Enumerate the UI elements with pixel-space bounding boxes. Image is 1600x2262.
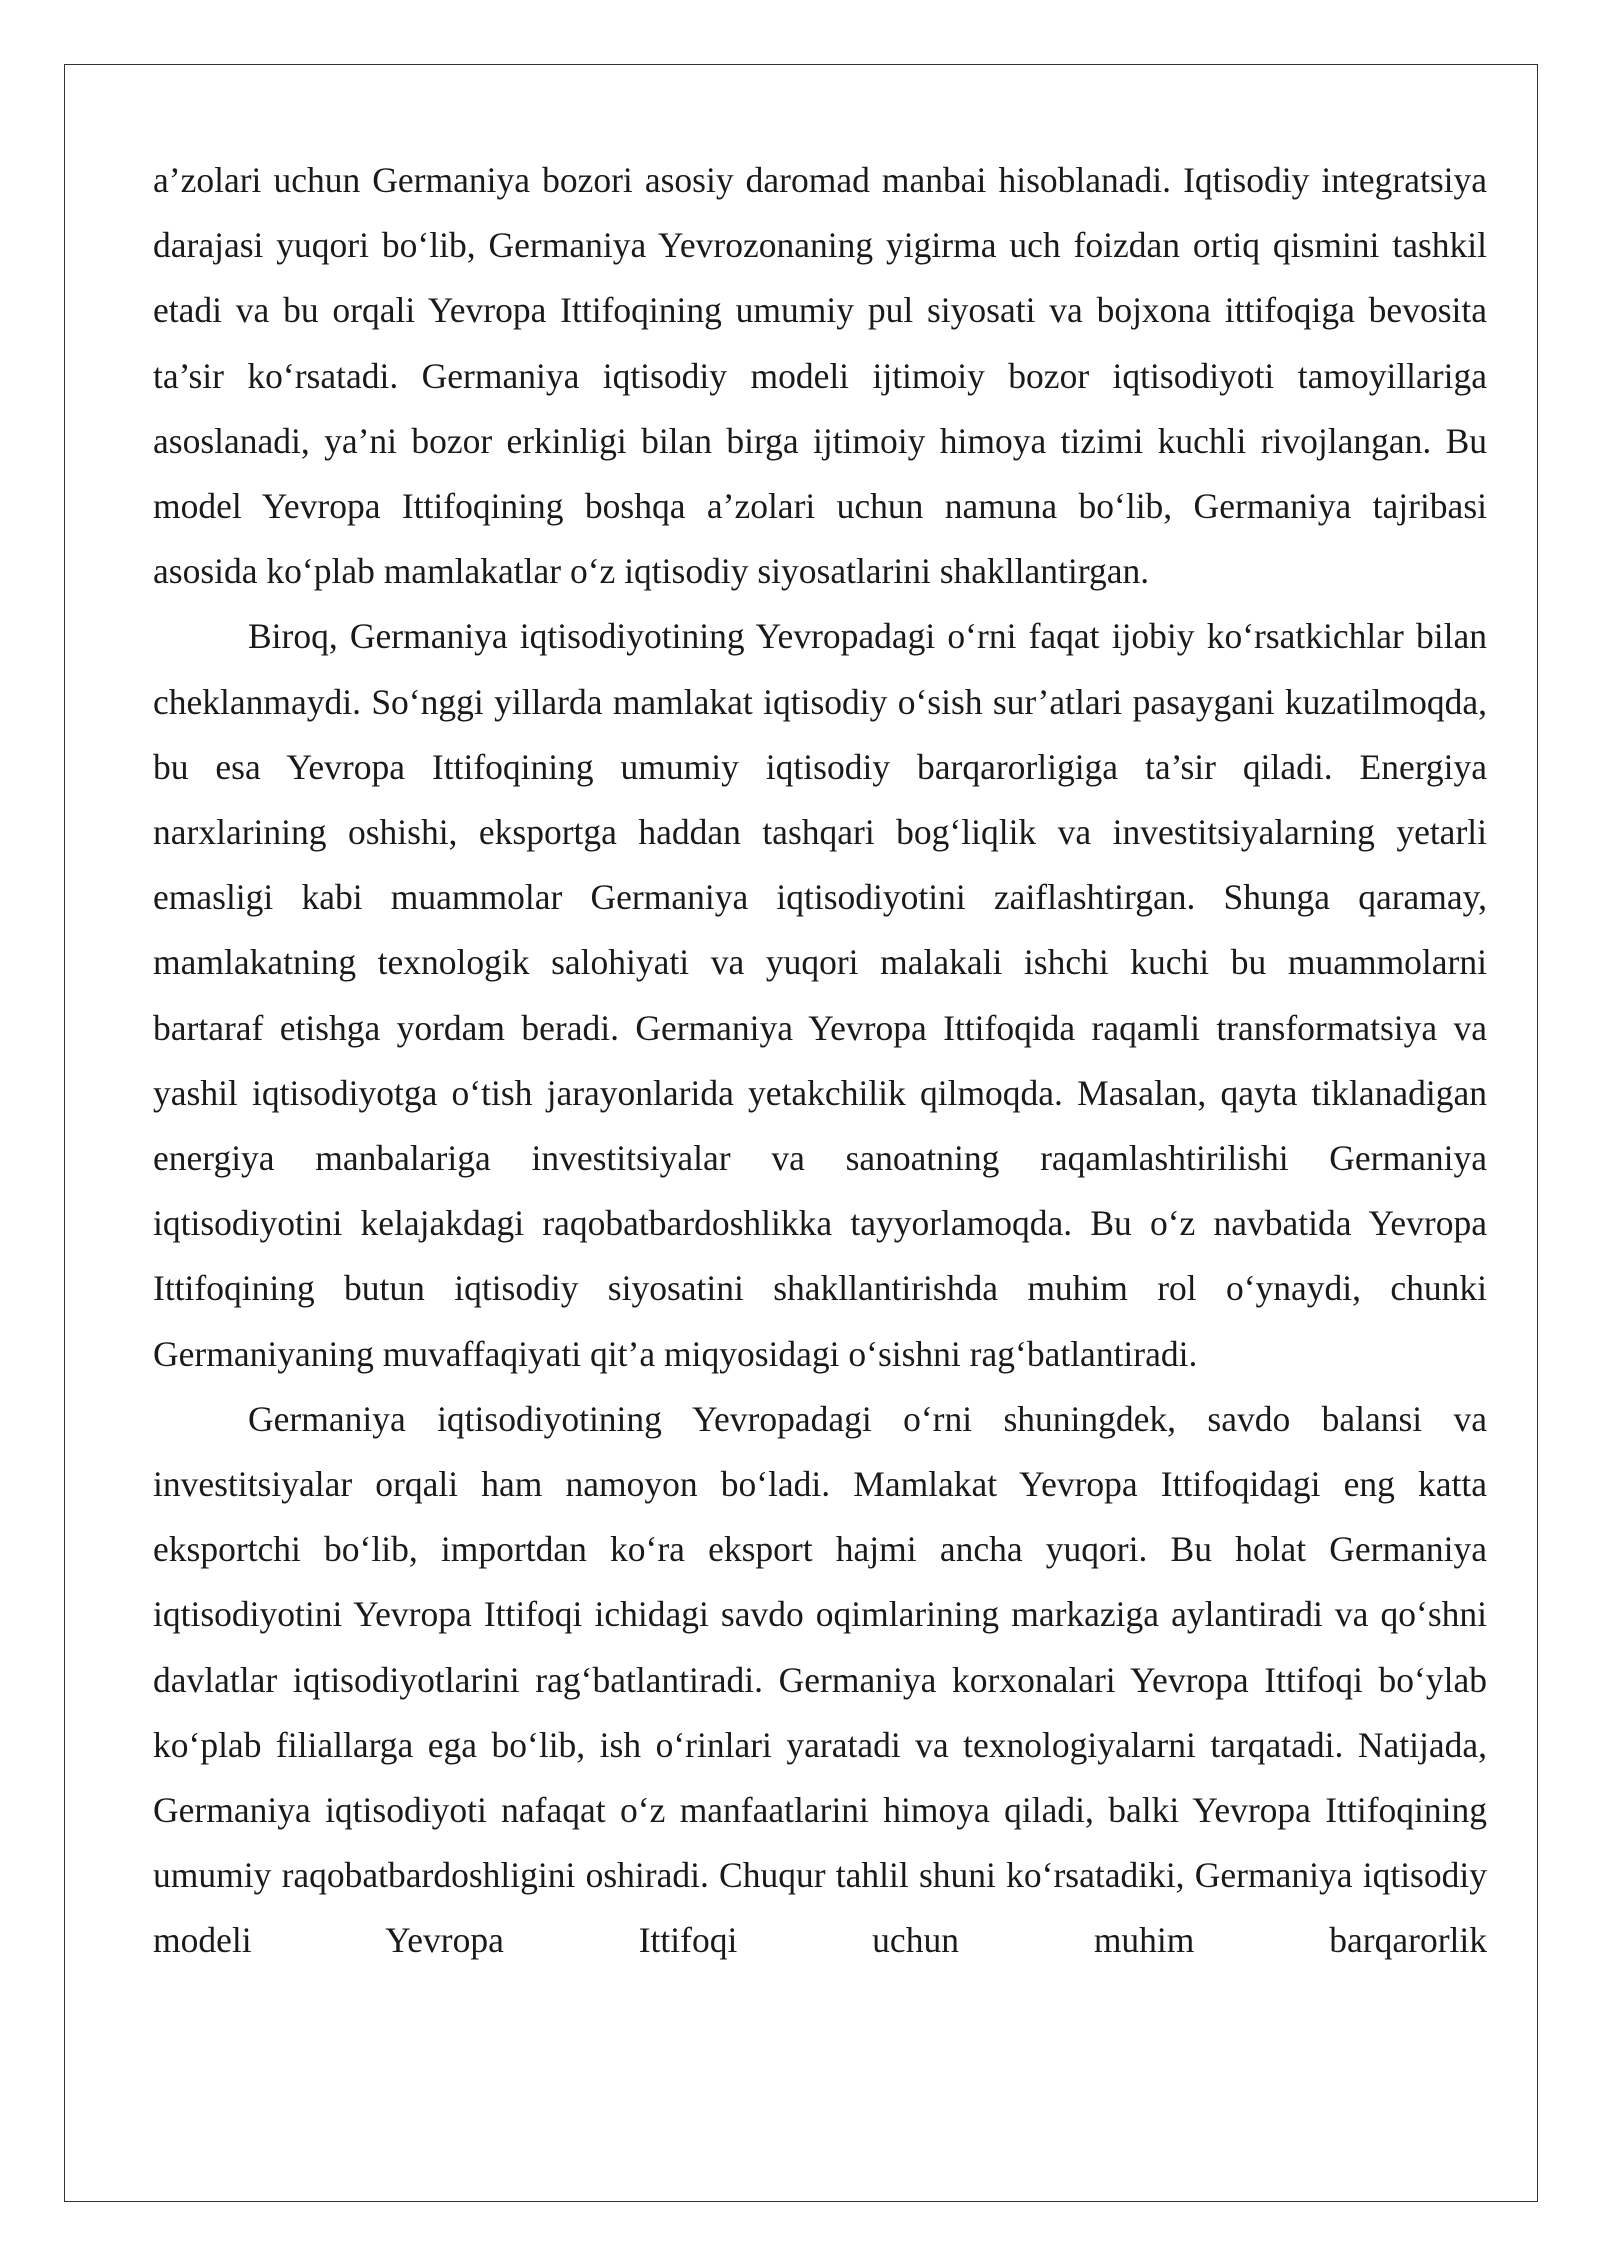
document-body (153, 148, 1487, 1974)
paragraph-1: a’zolari uchun Germaniya bozori asosiy daromad manbai hisoblanadi. Iqtisodiy integratsiya darajasi yuqori bo‘lib, Germaniya Yevrozonaning yigirma uch foizdan ortiq qismini tashkil etadi va bu orqali Yevropa Ittifoqining umumiy pul siyosati va bojxona ittifoqiga bevosita ta’sir ko‘rsatadi. Germaniya iqtisodiy modeli ijtimoiy bozor iqtisodiyoti tamoyillariga asoslanadi, ya’ni bozor erkinligi bilan birga ijtimoiy himoya tizimi kuchli rivojlangan. Bu model Yevropa Ittifoqining boshqa a’zolari uchun namuna bo‘lib, Germaniya tajribasi asosida ko‘plab mamlakatlar o‘z iqtisodiy siyosatlarini shakllantirgan. (153, 160, 1487, 592)
paragraph-3: Germaniya iqtisodiyotining Yevropadagi o‘rni shuningdek, savdo balansi va investitsiyalar orqali ham namoyon bo‘ladi. Mamlakat Yevropa Ittifoqidagi eng katta eksportchi bo‘lib, importdan ko‘ra eksport hajmi ancha yuqori. Bu holat Germaniya iqtisodiyotini Yevropa Ittifoqi ichidagi savdo oqimlarining markaziga aylantiradi va qo‘shni davlatlar iqtisodiyotlarini rag‘batlantiradi. Germaniya korxonalari Yevropa Ittifoqi bo‘ylab ko‘plab filiallarga ega bo‘lib, ish o‘rinlari yaratadi va texnologiyalarni tarqatadi. Natijada, Germaniya iqtisodiyoti nafaqat o‘z manfaatlarini himoya qiladi, balki Yevropa Ittifoqining umumiy raqobatbardoshligini oshiradi. Chuqur tahlil shuni ko‘rsatadiki, Germaniya iqtisodiy modeli Yevropa Ittifoqi uchun muhim barqarorlik (153, 1398, 1487, 1961)
paragraph-2: Biroq, Germaniya iqtisodiyotining Yevropadagi o‘rni faqat ijobiy ko‘rsatkichlar bilan cheklanmaydi. So‘nggi yillarda mamlakat iqtisodiy o‘sish sur’atlari pasaygani kuzatilmoqda, bu esa Yevropa Ittifoqining umumiy iqtisodiy barqarorligiga ta’sir qiladi. Energiya narxlarining oshishi, eksportga haddan tashqari bog‘liqlik va investitsiyalarning yetarli emasligi kabi muammolar Germaniya iqtisodiyotini zaiflashtirgan. Shunga qaramay, mamlakatning texnologik salohiyati va yuqori malakali ishchi kuchi bu muammolarni bartaraf etishga yordam beradi. Germaniya Yevropa Ittifoqida raqamli transformatsiya va yashil iqtisodiyotga o‘tish jarayonlarida yetakchilik qilmoqda. Masalan, qayta tiklanadigan energiya manbalariga investitsiyalar va sanoatning raqamlashtirilishi Germaniya iqtisodiyotini kelajakdagi raqobatbardoshlikka tayyorlamoqda. Bu o‘z navbatida Yevropa Ittifoqining butun iqtisodiy siyosatini shakllantirishda muhim rol o‘ynaydi, chunki Germaniyaning muvaffaqiyati qit’a miqyosidagi o‘sishni rag‘batlantiradi. (153, 616, 1487, 1374)
